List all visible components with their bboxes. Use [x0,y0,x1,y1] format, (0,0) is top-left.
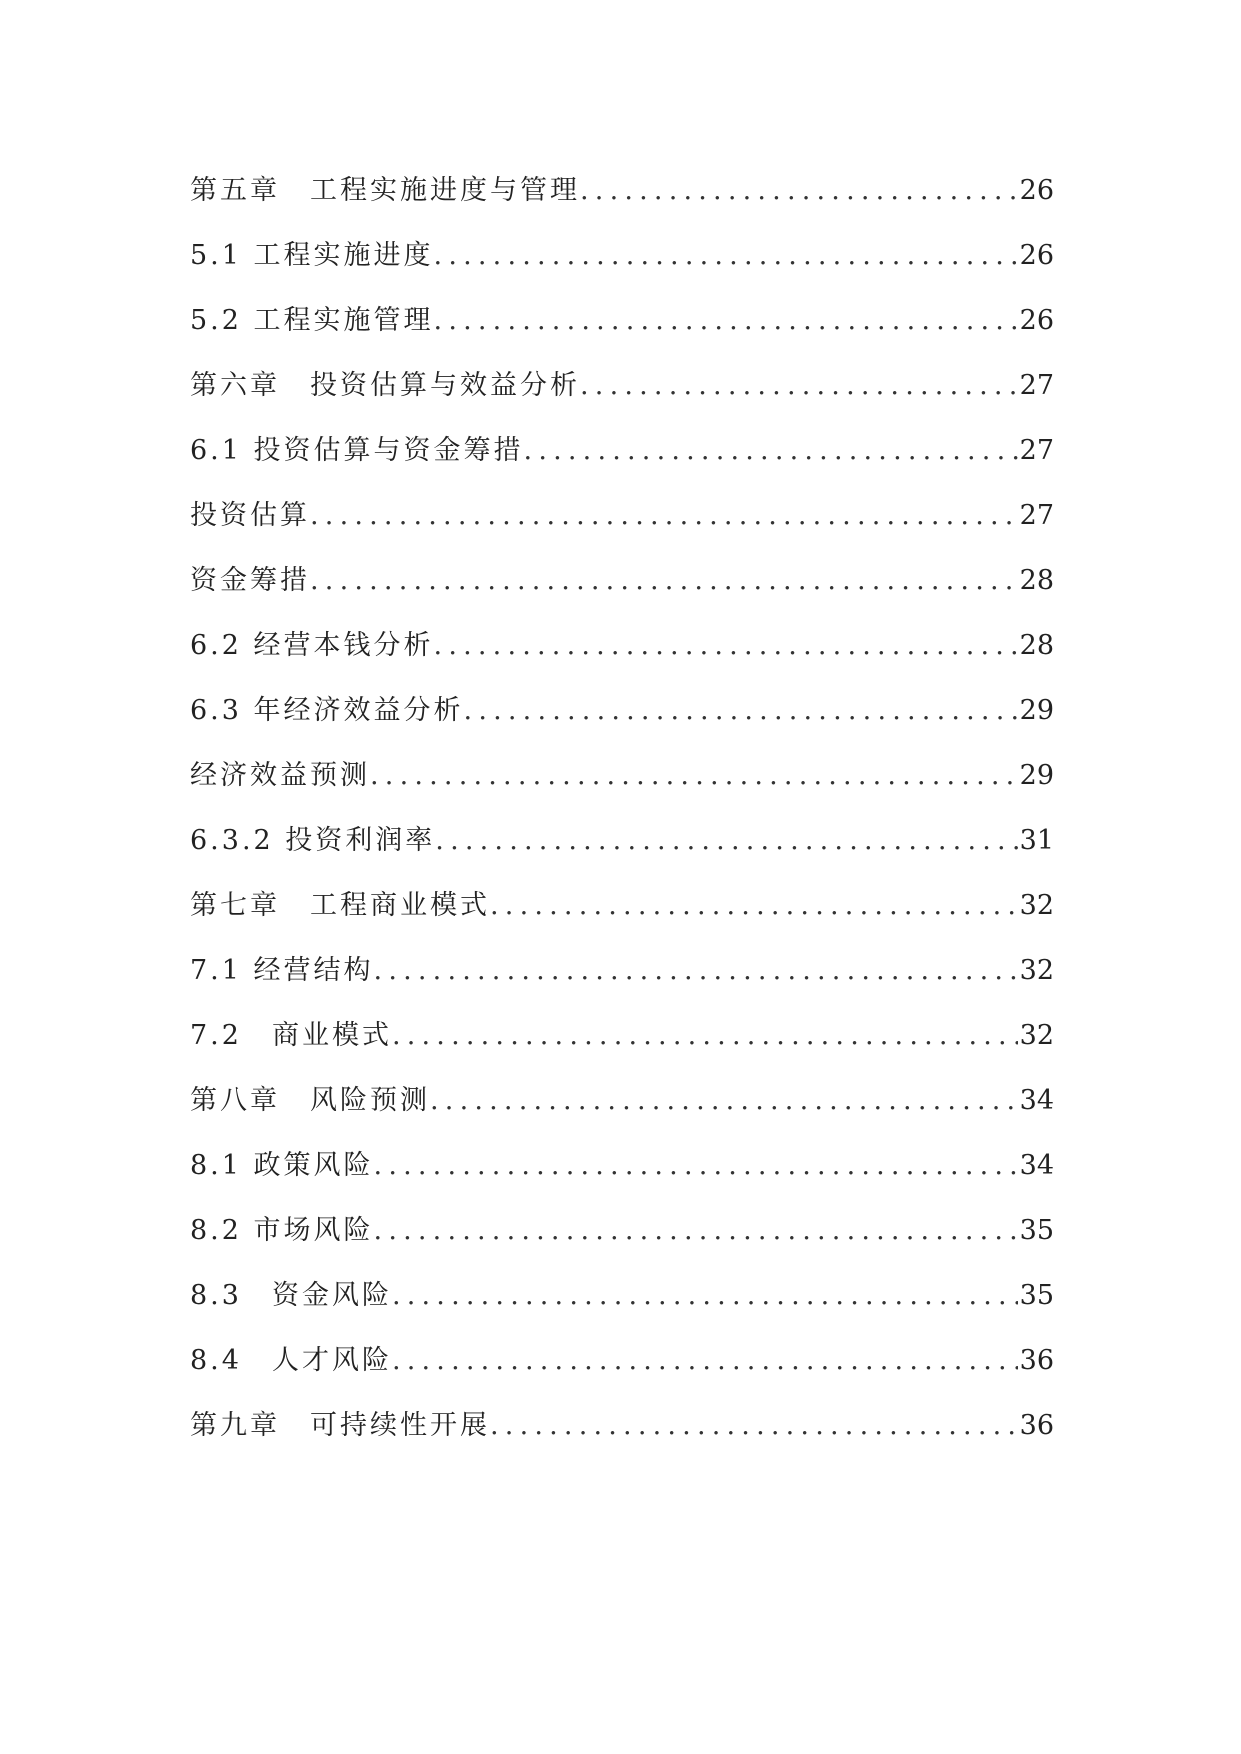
toc-entry[interactable] [190,1263,1054,1328]
toc-entry-title: 8.2 市场风险 [190,1215,374,1246]
toc-entry[interactable] [190,808,1054,873]
toc-dot-leader [464,678,1018,743]
toc-dot-leader [374,1133,1018,1198]
toc-entry-title: 第八章 风险预测 [190,1085,430,1116]
toc-entry-title: 8.4 人才风险 [190,1345,392,1376]
toc-entry[interactable] [190,483,1054,548]
toc-dot-leader [392,1263,1018,1328]
toc-entry[interactable] [190,353,1054,418]
toc-page-number: 35 [1019,1215,1054,1246]
toc-entry-title: 投资估算 [190,500,310,531]
toc-page-number: 29 [1019,760,1054,791]
toc-page-number: 26 [1019,305,1054,336]
toc-page-number: 32 [1019,955,1054,986]
toc-entry-title: 第七章 工程商业模式 [190,890,490,921]
toc-dot-leader [580,158,1018,223]
toc-entry-title: 经济效益预测 [190,760,370,791]
toc-dot-leader [490,873,1018,938]
toc-entry[interactable] [190,548,1054,613]
toc-entry-title: 6.2 经营本钱分析 [190,630,434,661]
toc-entry[interactable] [190,223,1054,288]
toc-entry[interactable] [190,743,1054,808]
toc-entry[interactable] [190,938,1054,1003]
toc-entry-title: 6.1 投资估算与资金筹措 [190,435,524,466]
toc-page-number: 27 [1019,370,1054,401]
toc-dot-leader [434,613,1018,678]
toc-dot-leader [392,1003,1018,1068]
toc-dot-leader [392,1328,1018,1393]
toc-entry[interactable] [190,1003,1054,1068]
toc-page-number: 26 [1019,240,1054,271]
toc-entry-title: 7.2 商业模式 [190,1020,392,1051]
toc-page-number: 27 [1019,435,1054,466]
toc-dot-leader [310,483,1018,548]
toc-dot-leader [435,808,1017,873]
toc-dot-leader [370,743,1018,808]
table-of-contents [190,158,1054,1458]
toc-page-number: 32 [1019,1020,1054,1051]
toc-entry-title: 7.1 经营结构 [190,955,374,986]
toc-entry-title: 第九章 可持续性开展 [190,1410,490,1441]
toc-entry-title: 资金筹措 [190,565,310,596]
toc-page-number: 36 [1019,1345,1054,1376]
toc-entry-title: 第五章 工程实施进度与管理 [190,175,580,206]
toc-dot-leader [524,418,1018,483]
toc-page-number: 28 [1019,630,1054,661]
toc-entry-title: 8.3 资金风险 [190,1280,392,1311]
toc-dot-leader [430,1068,1018,1133]
toc-page-number: 26 [1019,175,1054,206]
toc-dot-leader [490,1393,1018,1458]
toc-entry[interactable] [190,613,1054,678]
toc-page-number: 28 [1019,565,1054,596]
toc-entry-title: 5.2 工程实施管理 [190,305,434,336]
toc-entry[interactable] [190,1133,1054,1198]
toc-dot-leader [580,353,1018,418]
toc-page-number: 34 [1019,1085,1054,1116]
toc-entry[interactable] [190,158,1054,223]
toc-page-number: 32 [1019,890,1054,921]
toc-entry[interactable] [190,678,1054,743]
toc-dot-leader [434,223,1018,288]
toc-page-number: 34 [1019,1150,1054,1181]
toc-page-number: 36 [1019,1410,1054,1441]
toc-page-number: 29 [1019,695,1054,726]
toc-entry-title: 8.1 政策风险 [190,1150,374,1181]
toc-entry[interactable] [190,1198,1054,1263]
toc-page-number: 35 [1019,1280,1054,1311]
toc-dot-leader [310,548,1018,613]
toc-entry-title: 第六章 投资估算与效益分析 [190,370,580,401]
toc-entry[interactable] [190,873,1054,938]
toc-dot-leader [434,288,1018,353]
toc-dot-leader [374,938,1018,1003]
toc-dot-leader [374,1198,1018,1263]
toc-entry[interactable] [190,288,1054,353]
toc-entry-title: 6.3 年经济效益分析 [190,695,464,726]
toc-page-number: 27 [1019,500,1054,531]
toc-entry[interactable] [190,1393,1054,1458]
toc-entry[interactable] [190,1068,1054,1133]
toc-entry[interactable] [190,1328,1054,1393]
toc-page-number: 31 [1019,825,1054,856]
toc-entry-title: 5.1 工程实施进度 [190,240,434,271]
toc-entry[interactable] [190,418,1054,483]
toc-entry-title: 6.3.2 投资利润率 [190,825,436,856]
